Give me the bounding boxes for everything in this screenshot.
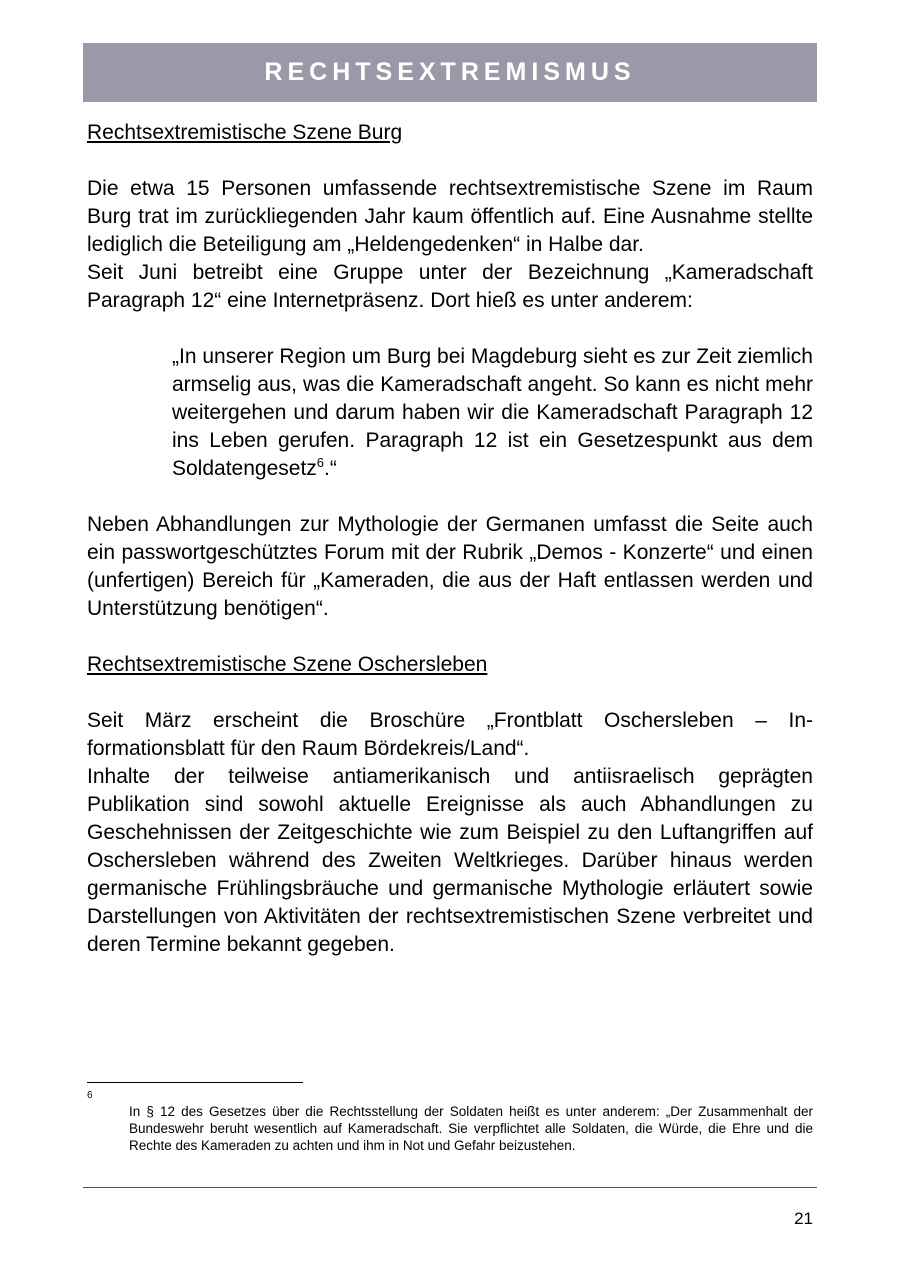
chapter-title: RECHTSEXTREMISMUS [264, 58, 636, 86]
footer-divider [83, 1187, 817, 1188]
block-quote [172, 343, 813, 483]
paragraph: Seit März erscheint die Broschüre „Frontblatt Oschersleben – Informationsblatt für den Raum Bördekreis/Land“. [87, 709, 813, 760]
page-number: 21 [794, 1209, 813, 1228]
quote-text: „In unserer Region um Burg bei Magdeburg sieht es zur Zeit ziemlich armselig aus, was die Kameradschaft angeht. So kann es nicht mehr weitergehen und darum haben wir die Kameradschaft Paragraph 12 ins Leben gerufen. Paragraph 12 ist ein Gesetzespunkt aus dem Soldatengesetz [172, 345, 813, 480]
footnote-separator [87, 1082, 303, 1083]
footnote-text: In § 12 des Gesetzes über die Rechtsstellung der Soldaten heißt es unter anderem: „Der Zusammenhalt der Bundeswehr beruht wesentlich auf Kameradschaft. Sie verpflichtet alle Soldaten, die Würde, die Ehre und die Rechte des Kameraden zu achten und ihm in Not und Gefahr beizustehen. [129, 1103, 813, 1153]
chapter-header-bar [83, 43, 817, 102]
footnote-reference[interactable]: 6 [316, 455, 325, 470]
quote-end: .“ [324, 457, 337, 480]
paragraph: Seit Juni betreibt eine Gruppe unter der Bezeichnung „Kameradschaft Paragraph 12“ eine Internetpräsenz. Dort hieß es unter anderem: [87, 261, 813, 312]
section-title-burg: Rechtsextremistische Szene Burg [87, 121, 403, 144]
section-title-oschersleben: Rechtsextremistische Szene Oschersleben [87, 653, 488, 676]
footnote-number: 6 [87, 1090, 93, 1101]
footnote [87, 1089, 813, 1167]
main-content [87, 119, 813, 959]
paragraph: Die etwa 15 Personen umfassende rechtsextremistische Szene im Raum Burg trat im zurückliegenden Jahr kaum öffentlich auf. Eine Ausnahme stellte lediglich die Beteiligung am „Heldengedenken“ in Halbe dar. [87, 177, 813, 256]
paragraph: Inhalte der teilweise antiamerikanisch und antiisraelisch geprägten Publikation sind sowohl aktuelle Ereignisse als auch Abhandlungen zu Geschehnissen der Zeitgeschichte wie zum Beispiel zu den Luftangriffen auf Oschersleben während des Zweiten Weltkrieges. Darüber hinaus werden germanische Frühlingsbräuche und germanische Mythologie erläutert sowie Darstellungen von Aktivitäten der rechtsextremistischen Szene verbreitet und deren Termine bekannt gegeben. [87, 765, 813, 956]
paragraph: Neben Abhandlungen zur Mythologie der Germanen umfasst die Seite auch ein passwortgeschütztes Forum mit der Rubrik „Demos - Konzerte“ und einen (unfertigen) Bereich für „Kameraden, die aus der Haft entlassen werden und Unterstützung benötigen“. [87, 513, 813, 620]
